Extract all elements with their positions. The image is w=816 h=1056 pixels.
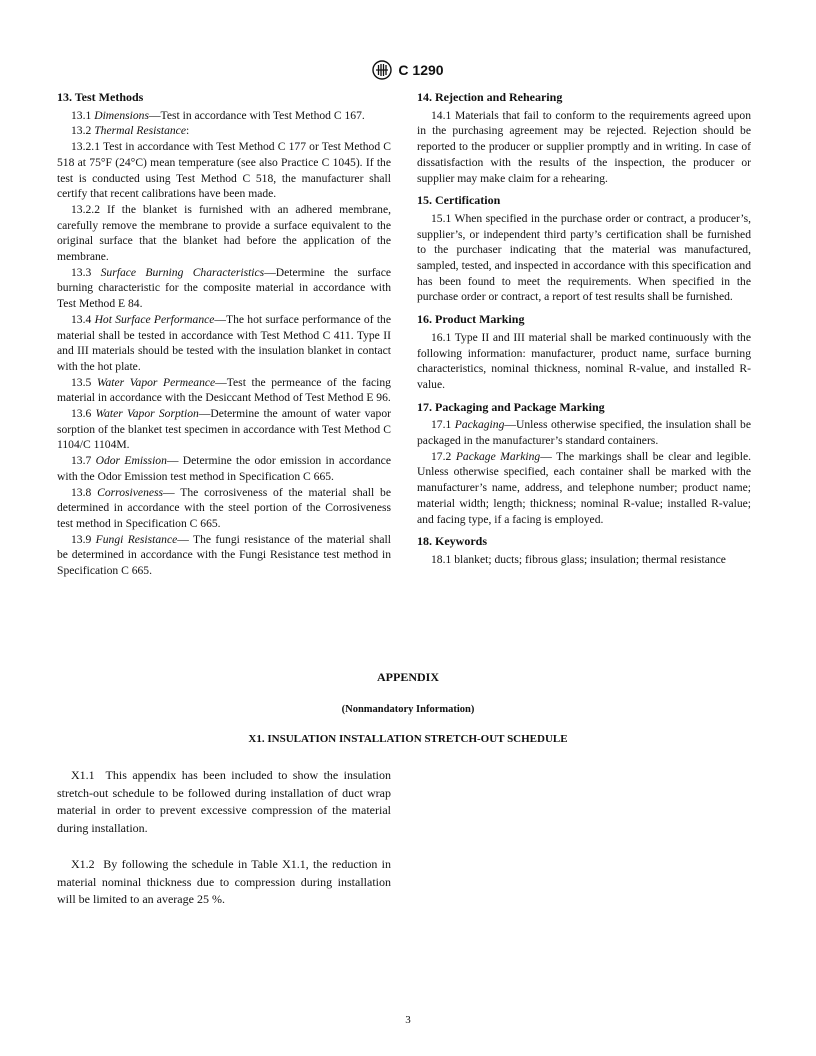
- paragraph-13-3: 13.3 Surface Burning Characteristics—Determine the surface burning characteristic for the composite material in accordance with Test Method E 84.: [57, 265, 391, 311]
- paragraph-17-1: 17.1 Packaging—Unless otherwise specified, the insulation shall be packaged in the manufacturer’s standard containers.: [417, 418, 751, 448]
- paragraph-17-2: 17.2 Package Marking— The markings shall be clear and legible. Unless otherwise specified, each container shall be marked with the manufacturer’s name, address, and telephone number; product name; material width; length; thickness; nominal R-value; installed R-value; and facing type, if a facing is employed.: [417, 449, 751, 526]
- paragraph-13-2-2: 13.2.2 If the blanket is furnished with an adhered membrane, carefully remove the membrane to provide a surface equivalent to the original surface that the blanket had before the application of the membrane.: [57, 202, 391, 264]
- paragraph-13-1: 13.1 Dimensions—Test in accordance with Test Method C 167.: [71, 108, 365, 122]
- section-certification: [417, 193, 751, 305]
- section-keywords: [417, 534, 751, 567]
- section-heading: 17. Packaging and Package Marking: [417, 399, 605, 414]
- paragraph-13-8: 13.8 Corrosiveness— The corrosiveness of the material shall be determined in accordance with the steel portion of the Corrosiveness test method in Specification C 665.: [57, 485, 391, 530]
- paragraph-13-5: 13.5 Water Vapor Permeance—Test the permeance of the facing material in accordance with the Desiccant Method of Test Method E 96.: [57, 375, 391, 405]
- appendix-paragraph-x1-1: X1.1 This appendix has been included to show the insulation stretch-out schedule to be followed during installation of duct wrap material in order to prevent excessive compression of the material during installation.: [57, 768, 391, 835]
- paragraph-18-1: 18.1 blanket; ducts; fibrous glass; insulation; thermal resistance: [431, 552, 726, 566]
- paragraph-13-9: 13.9 Fungi Resistance— The fungi resistance of the material shall be determined in accordance with the Fungi Resistance test method in Specification C 665.: [57, 532, 391, 578]
- left-column: [57, 90, 391, 586]
- paragraph-13-4: 13.4 Hot Surface Performance—The hot surface performance of the material shall be tested in accordance with Test Method C 411. Type II and III materials should be tested with the insulation blanket in contact with the hot plate.: [57, 312, 391, 373]
- standard-designation: C 1290: [398, 62, 444, 78]
- section-packaging: [417, 400, 751, 528]
- appendix-title: APPENDIX: [377, 670, 439, 684]
- paragraph-13-2: 13.2 Thermal Resistance:: [71, 124, 190, 138]
- paragraph-15-1: 15.1 When specified in the purchase order or contract, a producer’s, supplier’s, or independent third party’s certification shall be furnished to the purchaser indicating that the material was manufactured, sampled, tested, and inspected in accordance with this specification and has been found to meet the requirements. When specified in the purchase order or contract, a report of test results shall be furnished.: [417, 211, 751, 304]
- section-product-marking: [417, 312, 751, 393]
- page-header: [0, 60, 816, 80]
- section-heading: 18. Keywords: [417, 534, 487, 549]
- paragraph-13-6: 13.6 Water Vapor Sorption—Determine the amount of water vapor sorption of the blanket test specimen in accordance with Test Method C 1104/C 1104M.: [57, 407, 392, 452]
- section-heading: 14. Rejection and Rehearing: [417, 90, 563, 104]
- section-heading: 13. Test Methods: [57, 90, 144, 104]
- paragraph-16-1: 16.1 Type II and III material shall be marked continuously with the following information: manufacturer, product name, surface burning characteristics, nominal thickness, nominal R-value, and installed R-value.: [417, 330, 751, 391]
- paragraph-13-2-1: 13.2.1 Test in accordance with Test Method C 177 or Test Method C 518 at 75°F (24°C) mean temperature (see also Practice C 1045). If the test is conducted using Test Method C 518, the manufacturer shall certify that recent calibrations have been made.: [57, 140, 391, 201]
- appendix-heading: X1. INSULATION INSTALLATION STRETCH-OUT SCHEDULE: [248, 733, 568, 745]
- section-heading: 15. Certification: [417, 193, 501, 208]
- paragraph-14-1: 14.1 Materials that fail to conform to the requirements agreed upon in the purchasing agreement may be rejected. Rejection should be reported to the producer or supplier promptly and in writing. In case of dissatisfaction with the results of the inspection, the producer or supplier may make claim for a rehearing.: [417, 108, 751, 185]
- section-heading: 16. Product Marking: [417, 312, 525, 327]
- paragraph-13-7: 13.7 Odor Emission— Determine the odor emission in accordance with the Odor Emission test method in Specification C 665.: [57, 454, 391, 483]
- section-test-methods: [57, 90, 391, 579]
- section-rejection: [417, 90, 751, 186]
- appendix-paragraph-x1-2: X1.2 By following the schedule in Table X1.1, the reduction in material nominal thickness due to compression during installation will be limited to an average 25 %.: [57, 857, 391, 906]
- page-number: 3: [405, 1014, 411, 1026]
- right-column: [417, 90, 751, 575]
- astm-logo-icon: [372, 60, 392, 80]
- appendix-subtitle: (Nonmandatory Information): [341, 704, 475, 715]
